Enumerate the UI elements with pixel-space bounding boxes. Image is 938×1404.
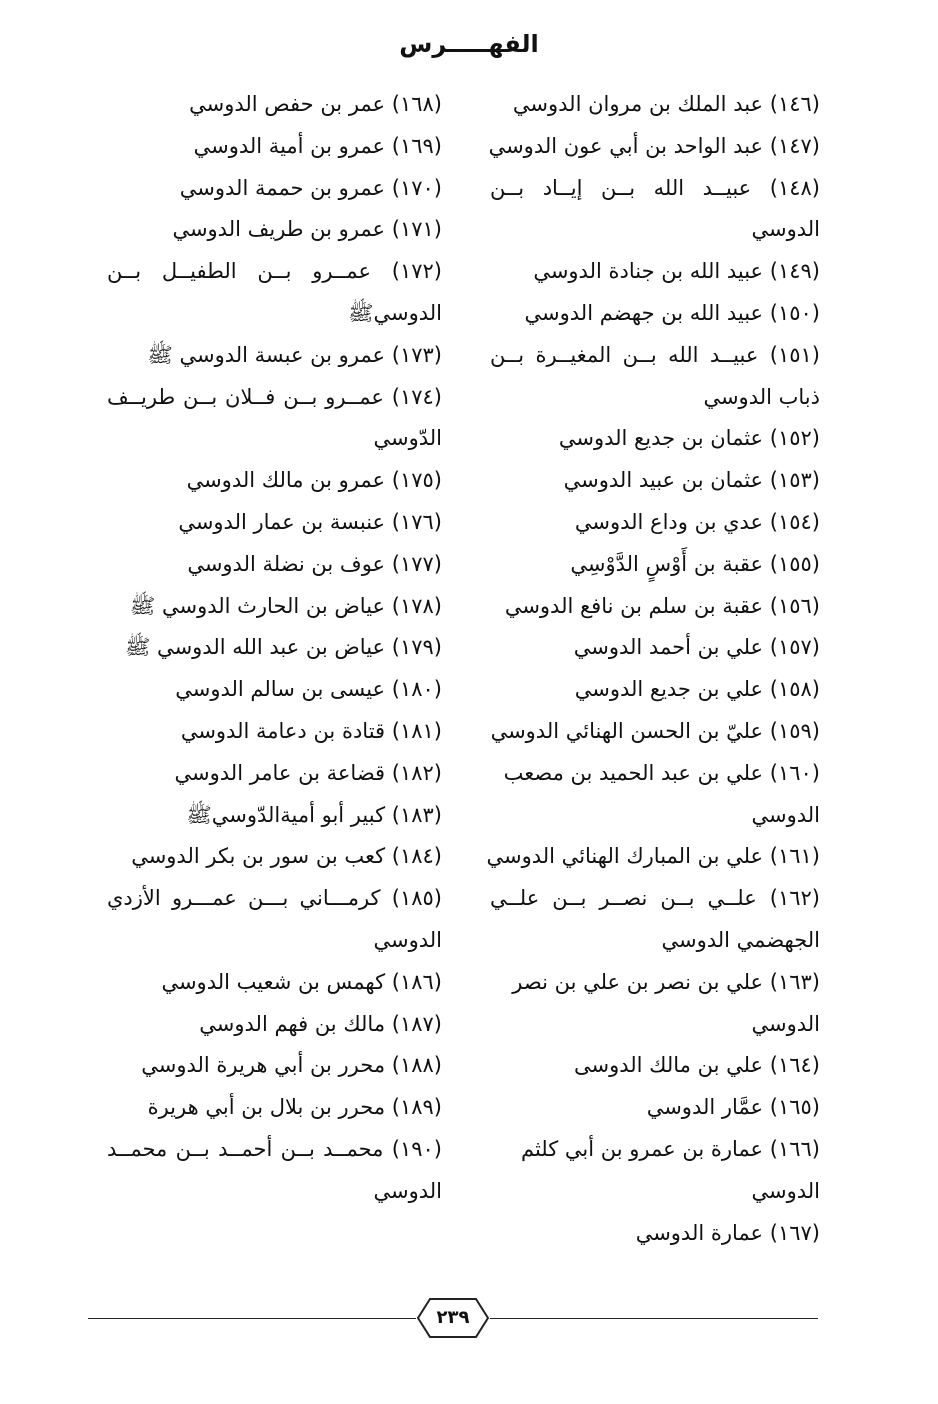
index-entry: (١٥١) عبيــد الله بــن المغيــرة بــن (490, 342, 820, 367)
index-entry: (١٧٩) عياض بن عبد الله الدوسي ﷺ (125, 635, 442, 660)
index-entry: (١٦٨) عمر بن حفص الدوسي (189, 92, 442, 116)
index-entry: (١٥٣) عثمان بن عبيد الدوسي (563, 468, 820, 493)
index-entry-continuation: الدّوسي (373, 426, 442, 451)
page-number-badge (416, 1297, 490, 1339)
index-entry: (١٥٨) علي بن جديع الدوسي (574, 677, 820, 702)
index-entry: (١٤٦) عبد الملك بن مروان الدوسي (512, 92, 820, 116)
index-entry: (١٦٤) علي بن مالك الدوسى (574, 1053, 820, 1078)
page-number: ٢٣٩ (436, 1307, 470, 1328)
index-entry: (١٦٢) علــي بــن نصــر بــن علــي (490, 886, 820, 911)
index-entry: (١٤٩) عبيد الله بن جنادة الدوسي (533, 259, 820, 284)
index-entry: (١٧٣) عمرو بن عبسة الدوسي ﷺ (147, 342, 442, 367)
index-entry: (١٧٨) عياض بن الحارث الدوسي ﷺ (129, 593, 442, 618)
index-entry-continuation: الدوسي (751, 802, 820, 827)
index-entry: (١٨٣) كبير أبو أميةالدّوسيﷺ (186, 802, 442, 827)
index-entry: (١٨١) قتادة بن دعامة الدوسي (180, 718, 442, 743)
index-entry: (١٧٠) عمرو بن حممة الدوسي (179, 175, 442, 200)
index-entry-continuation: الدوسي (751, 1011, 820, 1036)
index-entry: (١٦٥) عمَّار الدوسي (646, 1095, 820, 1120)
index-column-right (486, 84, 820, 1254)
index-entry: (١٨٢) قضاعة بن عامر الدوسي (174, 760, 442, 785)
index-entry: (١٨٨) محرر بن أبي هريرة الدوسي (141, 1053, 442, 1078)
index-entry: (١٦٠) علي بن عبد الحميد بن مصعب (503, 760, 820, 785)
index-entry: (١٨٦) كهمس بن شعيب الدوسي (161, 969, 442, 994)
index-entry: (١٥٢) عثمان بن جديع الدوسي (558, 426, 820, 451)
index-entry: (١٧٤) عمــرو بــن فــلان بــن طريــف (107, 384, 442, 409)
index-entry: (١٦٧) عمارة الدوسي (635, 1220, 820, 1245)
index-entry: (١٨٠) عيسى بن سالم الدوسي (175, 677, 442, 702)
index-entry: (١٧٢) عمــرو بــن الطفيــل بــن (107, 259, 442, 284)
index-entry: (١٦١) علي بن المبارك الهنائي الدوسي (486, 844, 820, 869)
index-entry-continuation: الدوسي (373, 1178, 442, 1203)
index-entry: (١٨٤) كعب بن سور بن بكر الدوسي (131, 844, 442, 869)
index-column-left (107, 84, 442, 1213)
index-entry: (١٥٦) عقبة بن سلم بن نافع الدوسي (504, 593, 820, 618)
index-entry: (١٥٤) عدي بن وداع الدوسي (574, 509, 820, 534)
index-entry-continuation: ذباب الدوسي (703, 384, 820, 409)
index-entry-continuation: الدوسي (751, 1178, 820, 1203)
index-entry: (١٧٥) عمرو بن مالك الدوسي (186, 468, 442, 493)
index-entry-continuation: الدوسي (373, 927, 442, 952)
index-entry-continuation: الدوسيﷺ (348, 300, 442, 325)
index-entry: (١٧١) عمرو بن طريف الدوسي (172, 217, 442, 242)
footer-rule-left (88, 1318, 416, 1319)
page-footer (88, 1297, 818, 1341)
page-title: الفهـــــرس (399, 30, 539, 58)
index-entry: (١٦٦) عمارة بن عمرو بن أبي كلثم (520, 1136, 820, 1161)
index-entry: (١٦٣) علي بن نصر بن علي بن نصر (512, 969, 820, 994)
index-entry: (١٥٠) عبيد الله بن جهضم الدوسي (524, 300, 820, 325)
index-entry-continuation: الدوسي (751, 217, 820, 242)
index-entry: (١٨٧) مالك بن فهم الدوسي (199, 1011, 442, 1036)
index-entry: (١٤٧) عبد الواحد بن أبي عون الدوسي (488, 133, 820, 158)
index-entry: (١٥٧) علي بن أحمد الدوسي (573, 635, 820, 660)
index-entry: (١٨٥) كرمـــاني بـــن عمـــرو الأزدي (107, 886, 442, 911)
index-entry: (١٧٧) عوف بن نضلة الدوسي (187, 551, 442, 576)
index-entry: (١٧٦) عنبسة بن عمار الدوسي (178, 509, 442, 534)
index-entry-continuation: الجهضمي الدوسي (661, 927, 820, 952)
index-entry: (١٤٨) عبيــد الله بــن إيــاد بــن (490, 175, 820, 200)
index-entry: (١٨٩) محرر بن بلال بن أبي هريرة (147, 1095, 442, 1120)
footer-rule-right (490, 1318, 818, 1319)
index-entry: (١٦٩) عمرو بن أمية الدوسي (193, 133, 442, 158)
index-entry: (١٥٥) عقبة بن أَوْسٍ الدَّوْسِي (570, 551, 820, 576)
index-entry: (١٩٠) محمــد بــن أحمــد بــن محمــد (107, 1136, 442, 1161)
index-entry: (١٥٩) عليّ بن الحسن الهنائي الدوسي (490, 718, 820, 743)
